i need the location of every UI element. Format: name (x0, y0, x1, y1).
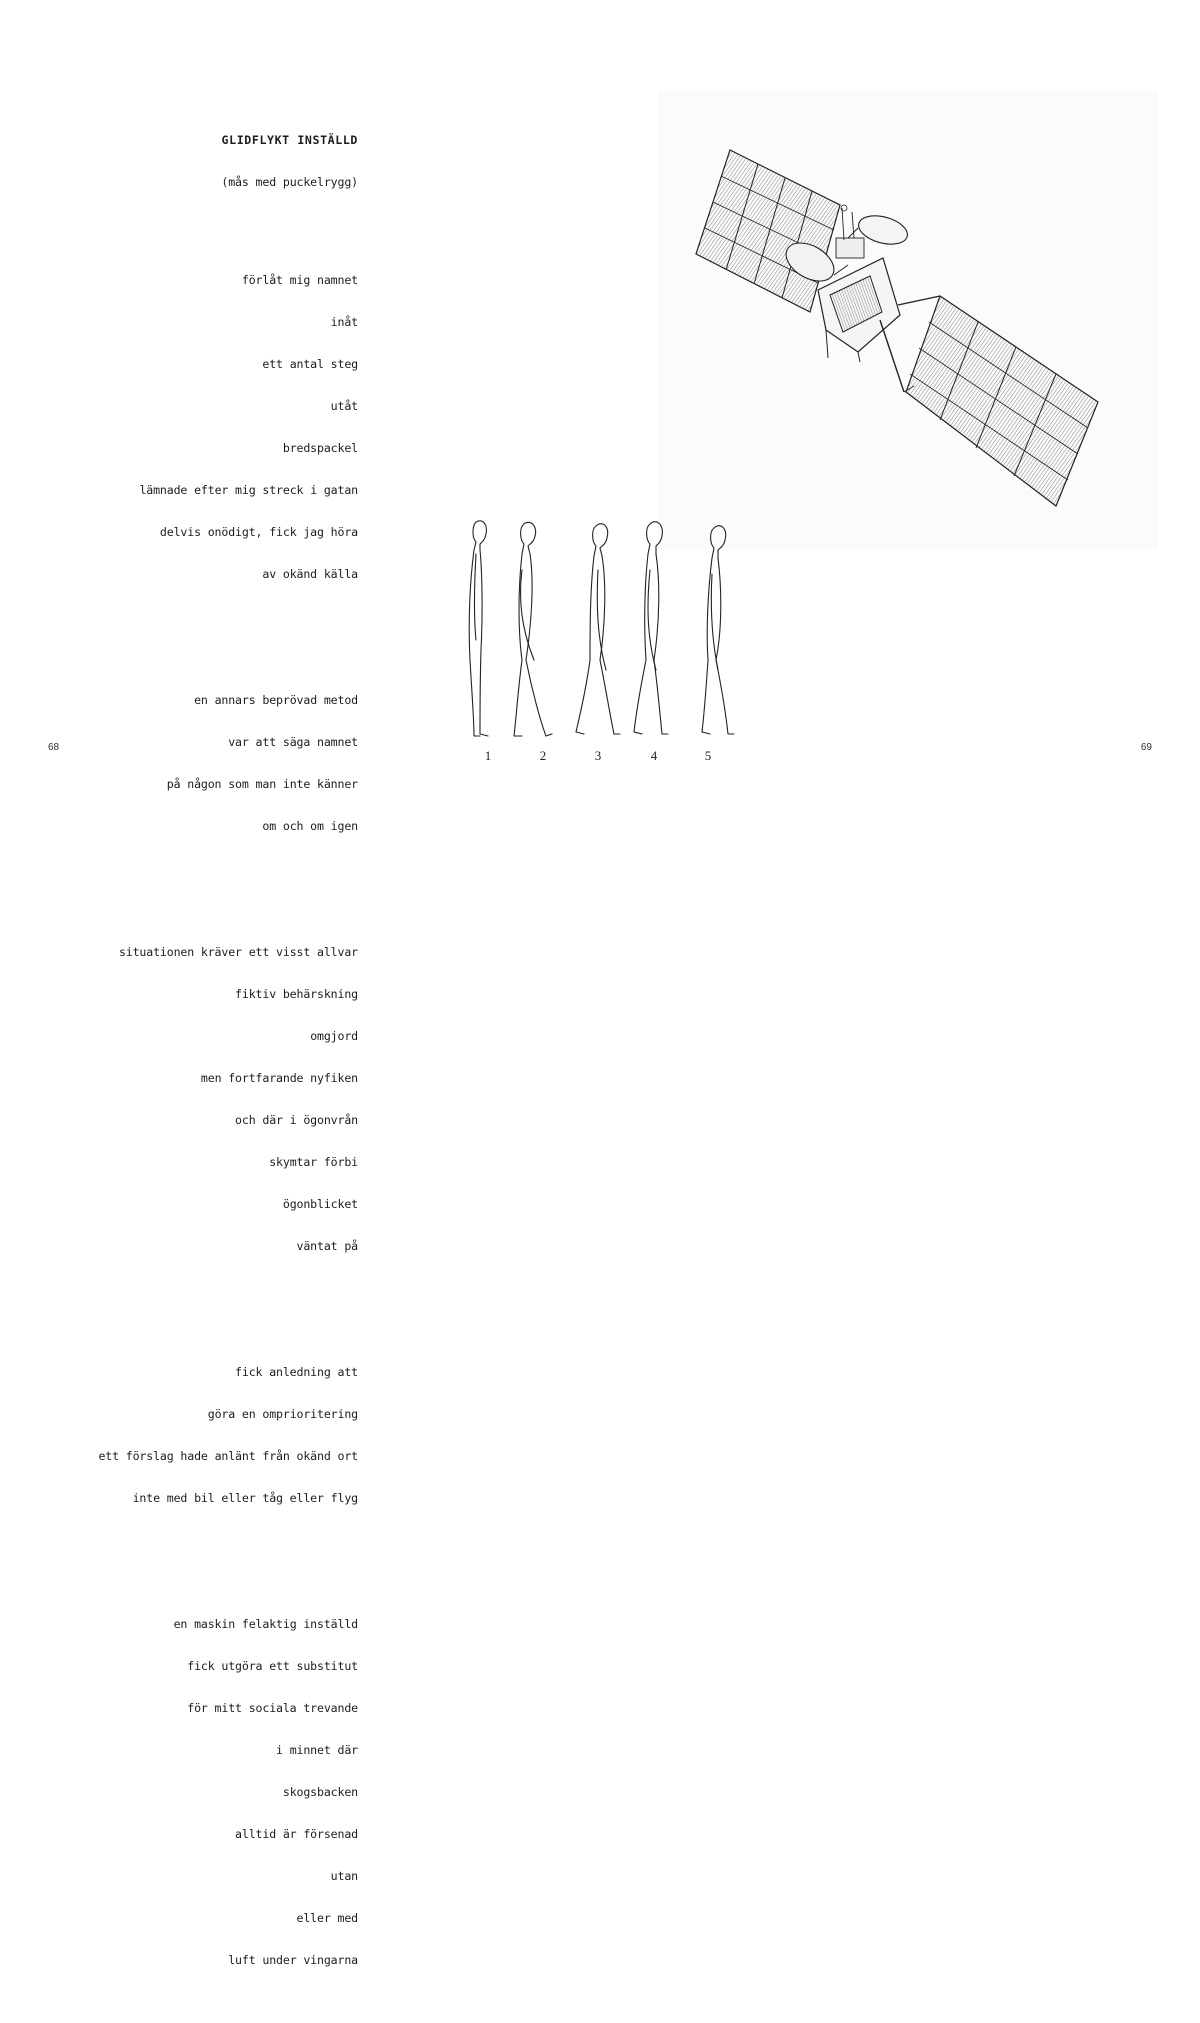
poem-line: ett antal steg (262, 357, 358, 371)
poem-stanza-3 (98, 917, 358, 1281)
poem-line: eller med (296, 1911, 358, 1925)
poem-line: skymtar förbi (269, 1155, 358, 1169)
solar-panel-upper (696, 150, 840, 312)
figure-label-2: 2 (539, 748, 547, 763)
poem-line: i minnet där (276, 1743, 358, 1757)
poem-line: fiktiv behärskning (235, 987, 358, 1001)
figure-label-4: 4 (650, 748, 658, 763)
poem-stanza-1 (98, 245, 358, 609)
walking-figures-drawing (430, 510, 770, 745)
poem-title: GLIDFLYKT INSTÄLLD (221, 133, 358, 147)
figure-2 (514, 522, 552, 736)
poem-line: förlåt mig namnet (241, 273, 358, 287)
poem-line: men fortfarande nyfiken (200, 1071, 358, 1085)
poem (98, 105, 358, 2023)
walking-figures (430, 510, 770, 775)
figure-label-1: 1 (484, 748, 492, 763)
figure-5 (702, 526, 734, 734)
poem-line: luft under vingarna (228, 1953, 358, 1967)
poem-line: en annars beprövad metod (194, 693, 358, 707)
poem-line: bredspackel (282, 441, 358, 455)
poem-line: göra en omprioritering (207, 1407, 358, 1421)
poem-line: väntat på (296, 1239, 358, 1253)
figure-3 (576, 524, 620, 734)
poem-line: ögonblicket (282, 1197, 358, 1211)
figure-4 (634, 522, 668, 734)
poem-subtitle: (mås med puckelrygg) (221, 175, 358, 189)
poem-line: inte med bil eller tåg eller flyg (132, 1491, 358, 1505)
poem-line: skogsbacken (282, 1785, 358, 1799)
poem-line: ett förslag hade anlänt från okänd ort (98, 1449, 358, 1463)
poem-line: om och om igen (262, 819, 358, 833)
figure-1 (469, 521, 488, 736)
poem-line: utan (330, 1869, 358, 1883)
page-number-right: 69 (1140, 742, 1152, 753)
poem-line: och där i ögonvrån (235, 1113, 358, 1127)
satellite-icon (658, 90, 1158, 550)
poem-line: alltid är försenad (235, 1827, 358, 1841)
satellite-illustration (658, 90, 1158, 550)
poem-stanza-5 (98, 1589, 358, 1995)
poem-line: lämnade efter mig streck i gatan (139, 483, 358, 497)
poem-line: omgjord (310, 1029, 358, 1043)
poem-line: situationen kräver ett visst allvar (118, 945, 358, 959)
poem-line: för mitt sociala trevande (187, 1701, 358, 1715)
poem-line: fick anledning att (235, 1365, 358, 1379)
poem-line: var att säga namnet (228, 735, 358, 749)
poem-line: delvis onödigt, fick jag höra (159, 525, 358, 539)
poem-line: fick utgöra ett substitut (187, 1659, 358, 1673)
figure-label-5: 5 (704, 748, 712, 763)
page-number-left: 68 (48, 742, 60, 753)
poem-line: på någon som man inte känner (166, 777, 358, 791)
solar-panel-lower (906, 296, 1098, 506)
poem-line: inåt (330, 315, 358, 329)
poem-line: en maskin felaktig inställd (173, 1617, 358, 1631)
poem-stanza-2 (98, 665, 358, 861)
poem-line: av okänd källa (262, 567, 358, 581)
figure-label-3: 3 (594, 748, 602, 763)
poem-stanza-4 (98, 1337, 358, 1533)
poem-line: utåt (330, 399, 358, 413)
